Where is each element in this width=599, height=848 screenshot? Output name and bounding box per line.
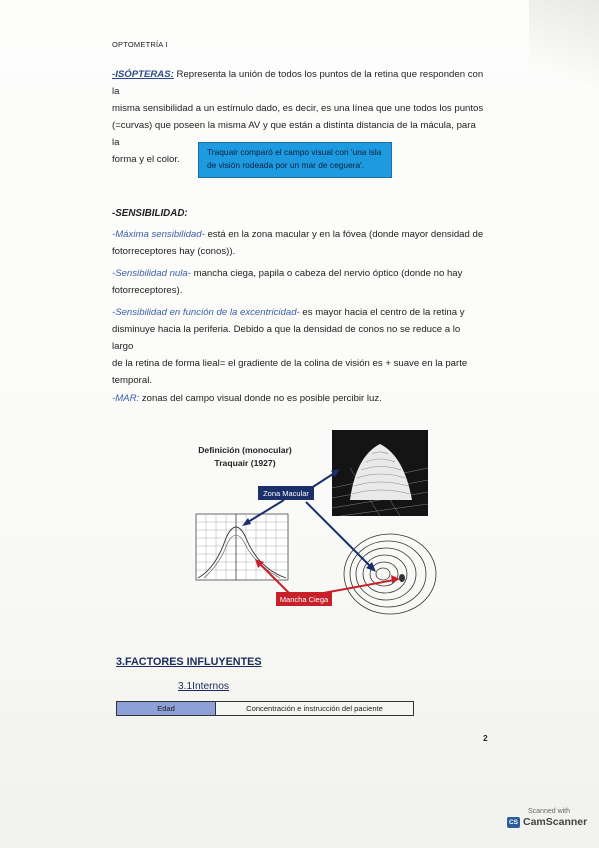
sensibilidad-heading: -SENSIBILIDAD: xyxy=(112,208,188,219)
excentricidad-line1: es mayor hacia el centro de la retina y xyxy=(299,307,465,318)
isopteras-line2: misma sensibilidad a un estímulo dado, es decir, es una línea que une todos los puntos xyxy=(112,103,484,114)
hill-of-vision-3d-image xyxy=(332,430,428,516)
traquair-callout-box xyxy=(198,142,392,178)
page-number: 2 xyxy=(483,733,488,743)
maxima-line1: está en la zona macular y en la fóvea (donde mayor densidad de xyxy=(204,229,484,240)
factores-heading: 3.FACTORES INFLUYENTES xyxy=(116,656,262,668)
nula-paragraph xyxy=(112,265,484,299)
internos-subheading: 3.1Internos xyxy=(178,681,229,692)
mar-text: zonas del campo visual donde no es posible percibir luz. xyxy=(139,393,382,404)
camscanner-brand-row xyxy=(507,816,591,828)
excentricidad-paragraph xyxy=(112,304,484,389)
maxima-term: -Máxima sensibilidad- xyxy=(112,229,205,240)
mar-term: -MAR: xyxy=(112,393,140,404)
isopteras-line4: forma y el color. xyxy=(112,154,180,165)
callout-line1: Traquair comparó el campo visual con 'una isla xyxy=(207,147,382,157)
camscanner-logo-icon: CS xyxy=(508,818,519,826)
nula-line1: mancha ciega, papila o cabeza del nervio óptico (donde no hay xyxy=(190,268,463,279)
excentricidad-term: -Sensibilidad en función de la excentricidad- xyxy=(112,307,300,318)
page-fold-shadow xyxy=(529,0,599,110)
scanned-with-text: Scanned with xyxy=(527,808,571,815)
excentricidad-line4: temporal. xyxy=(112,375,152,386)
isopteras-term: -ISÓPTERAS: xyxy=(112,69,174,80)
camscanner-brand-text: CamScanner xyxy=(523,816,588,828)
excentricidad-line3: de la retina de forma lieal= el gradiente de la colina de visión es + suave en la parte xyxy=(112,358,468,369)
page-header: OPTOMETRÍA I xyxy=(112,40,168,49)
isopter-concentric-map xyxy=(344,534,436,614)
table-cell-concentracion: Concentración e instrucción del paciente xyxy=(216,702,414,716)
callout-line2: de visión rodeada por un mar de ceguera'. xyxy=(207,160,365,170)
table-cell-edad: Edad xyxy=(117,702,216,716)
mancha-ciega-label: Mancha Ciega xyxy=(279,595,329,604)
table-row xyxy=(117,702,414,716)
maxima-line2: fotorreceptores hay (conos)). xyxy=(112,246,236,257)
internal-factors-table xyxy=(116,701,414,716)
sensitivity-grid-plot xyxy=(196,514,288,580)
figure-title-line2: Traquair (1927) xyxy=(214,458,276,468)
isopteras-line3: (=curvas) que poseen la misma AV y que están a distinta distancia de la mácula, para la xyxy=(112,120,476,148)
excentricidad-line2: disminuye hacia la periferia. Debido a que la densidad de conos no se reduce a lo largo xyxy=(112,324,461,352)
camscanner-watermark xyxy=(507,808,591,828)
figure-title xyxy=(185,444,305,470)
nula-term: -Sensibilidad nula- xyxy=(112,268,191,279)
mar-paragraph xyxy=(112,390,484,407)
isopteras-line1: Representa la unión de todos los puntos de la retina que responden con la xyxy=(112,69,484,97)
nula-line2: fotorreceptores). xyxy=(112,285,183,296)
zona-macular-label: Zona Macular xyxy=(263,489,309,498)
maxima-paragraph xyxy=(112,226,484,260)
figure-title-line1: Definición (monocular) xyxy=(198,445,292,455)
